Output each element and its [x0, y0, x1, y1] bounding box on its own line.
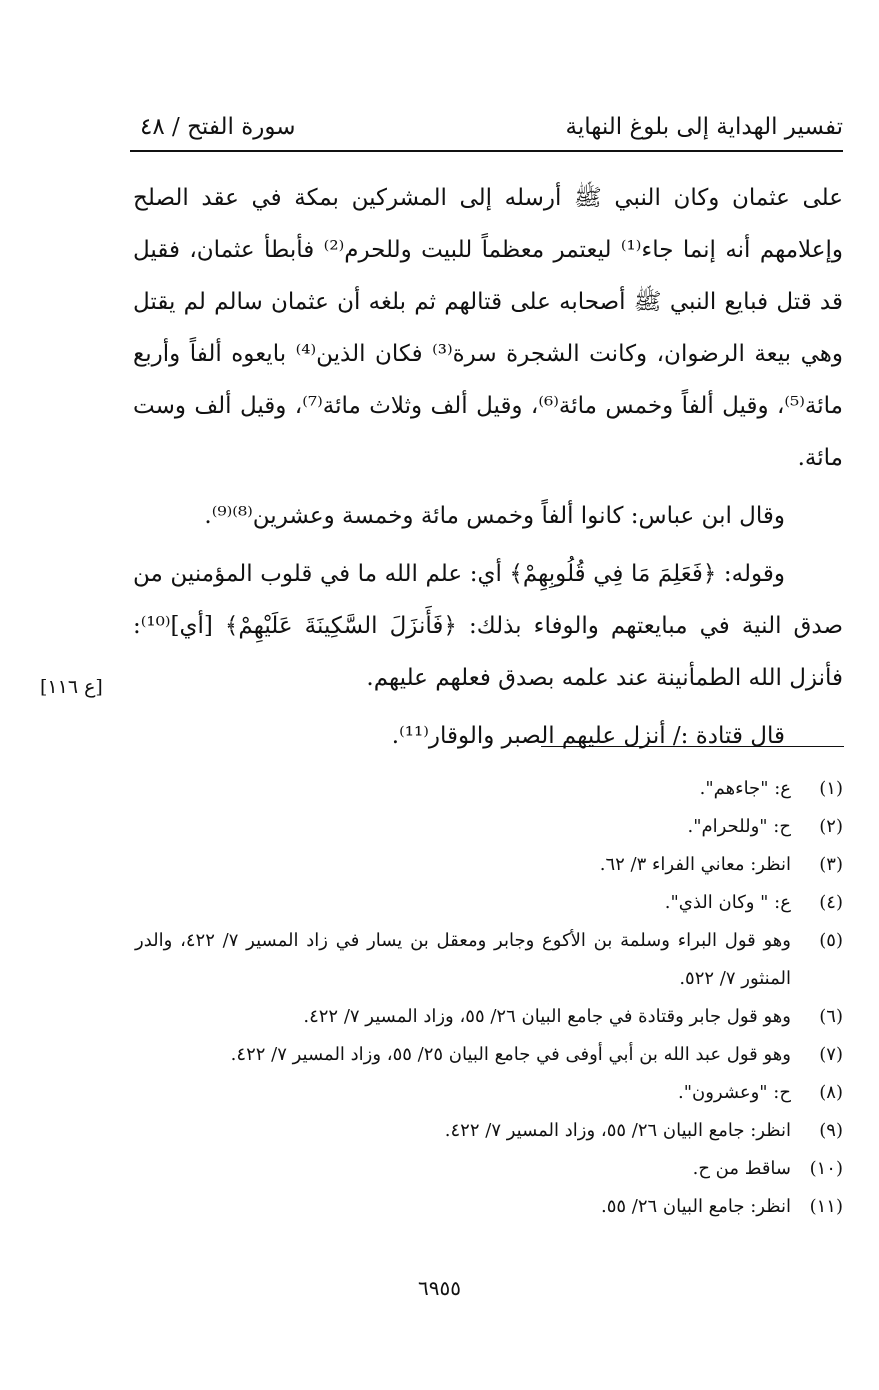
footnote-text: وهو قول عبد الله بن أبي أوفى في جامع البيان ٢٥/ ٥٥، وزاد المسير ٧/ ٤٢٢. [230, 1044, 791, 1065]
footnote-number: (٩) [819, 1120, 843, 1141]
footnote-number: (٧) [819, 1044, 843, 1065]
footnote-number: (٥) [819, 930, 843, 951]
footnote-text: ع: " وكان الذي". [664, 892, 791, 913]
footnote [135, 1074, 843, 1112]
footnote [135, 770, 843, 808]
footnote [135, 998, 843, 1036]
footnote [135, 1150, 843, 1188]
surah-page-label: سورة الفتح / ٤٨ [140, 114, 296, 140]
footnote-text: انظر: معاني الفراء ٣/ ٦٢. [599, 854, 791, 875]
footnote-text: ح: "وللحرام". [687, 816, 791, 837]
paragraph-4: قال قتادة :/ أنزل عليهم الصبر والوقار⁽¹¹⁾. [391, 723, 785, 749]
footnote-separator [541, 746, 844, 747]
footnote-number: (٦) [819, 1006, 843, 1027]
running-header [130, 108, 843, 152]
footnote [135, 1036, 843, 1074]
paragraph-2: وقال ابن عباس: كانوا ألفاً وخمس مائة وخمسة وعشرين⁽⁸⁾⁽⁹⁾. [204, 503, 785, 529]
footnote-number: (٨) [819, 1082, 843, 1103]
footnote-number: (٢) [819, 816, 843, 837]
footnote [135, 1112, 843, 1150]
paragraph-1: على عثمان وكان النبي ﷺ أرسله إلى المشركين بمكة في عقد الصلح وإعلامهم أنه إنما جاء⁽¹⁾ ليعتمر معظماً للبيت وللحرم⁽²⁾ فأبطأ عثمان، فقيل قد قتل فبايع النبي ﷺ أصحابه على قتالهم ثم بلغه أن عثمان سالم لم يقتل وهي بيعة الرضوان، وكانت الشجرة سرة⁽³⁾ فكان الذين⁽⁴⁾ بايعوه ألفاً وأربع مائة⁽⁵⁾، وقيل ألفاً وخمس مائة⁽⁶⁾، وقيل ألف وثلاث مائة⁽⁷⁾، وقيل ألف وست مائة. [133, 185, 843, 471]
footnote-number: (٤) [819, 892, 843, 913]
footnote-text: ساقط من ح. [692, 1158, 791, 1179]
footnote-text: وهو قول البراء وسلمة بن الأكوع وجابر ومعقل بن يسار في زاد المسير ٧/ ٤٢٢، والدر المنثور ٧/ ٥٢٢. [135, 930, 791, 989]
footnote-number: (٣) [819, 854, 843, 875]
footnote-number: (١٠) [809, 1158, 843, 1179]
footnote-text: وهو قول جابر وقتادة في جامع البيان ٢٦/ ٥٥، وزاد المسير ٧/ ٤٢٢. [303, 1006, 791, 1027]
page-number: ٦٩٥٥ [418, 1276, 461, 1300]
paragraph-3: وقوله: ﴿فَعَلِمَ مَا فِي قُلُوبِهِمْ﴾ أي: علم الله ما في قلوب المؤمنين من صدق النية في مبايعتهم والوفاء بذلك: ﴿فَأَنزَلَ السَّكِينَةَ عَلَيْهِمْ﴾ [أي]⁽¹⁰⁾: فأنزل الله الطمأنينة عند علمه بصدق فعلهم عليهم. [133, 561, 843, 691]
main-text [133, 172, 843, 762]
book-title: تفسير الهداية إلى بلوغ النهاية [565, 114, 843, 140]
footnote-number: (١١) [809, 1196, 843, 1217]
footnote-text: ح: "وعشرون". [677, 1082, 791, 1103]
manuscript-folio-note: [ع ١١٦] [40, 676, 103, 698]
footnote-text: انظر: جامع البيان ٢٦/ ٥٥. [600, 1196, 791, 1217]
footnote-text: انظر: جامع البيان ٢٦/ ٥٥، وزاد المسير ٧/ ٤٢٢. [444, 1120, 791, 1141]
footnote [135, 846, 843, 884]
footnote-number: (١) [819, 778, 843, 799]
footnote-text: ع: "جاءهم". [699, 778, 791, 799]
footnotes-list [135, 770, 843, 1226]
footnote [135, 922, 843, 998]
footnote [135, 808, 843, 846]
footnote [135, 884, 843, 922]
footnote [135, 1188, 843, 1226]
